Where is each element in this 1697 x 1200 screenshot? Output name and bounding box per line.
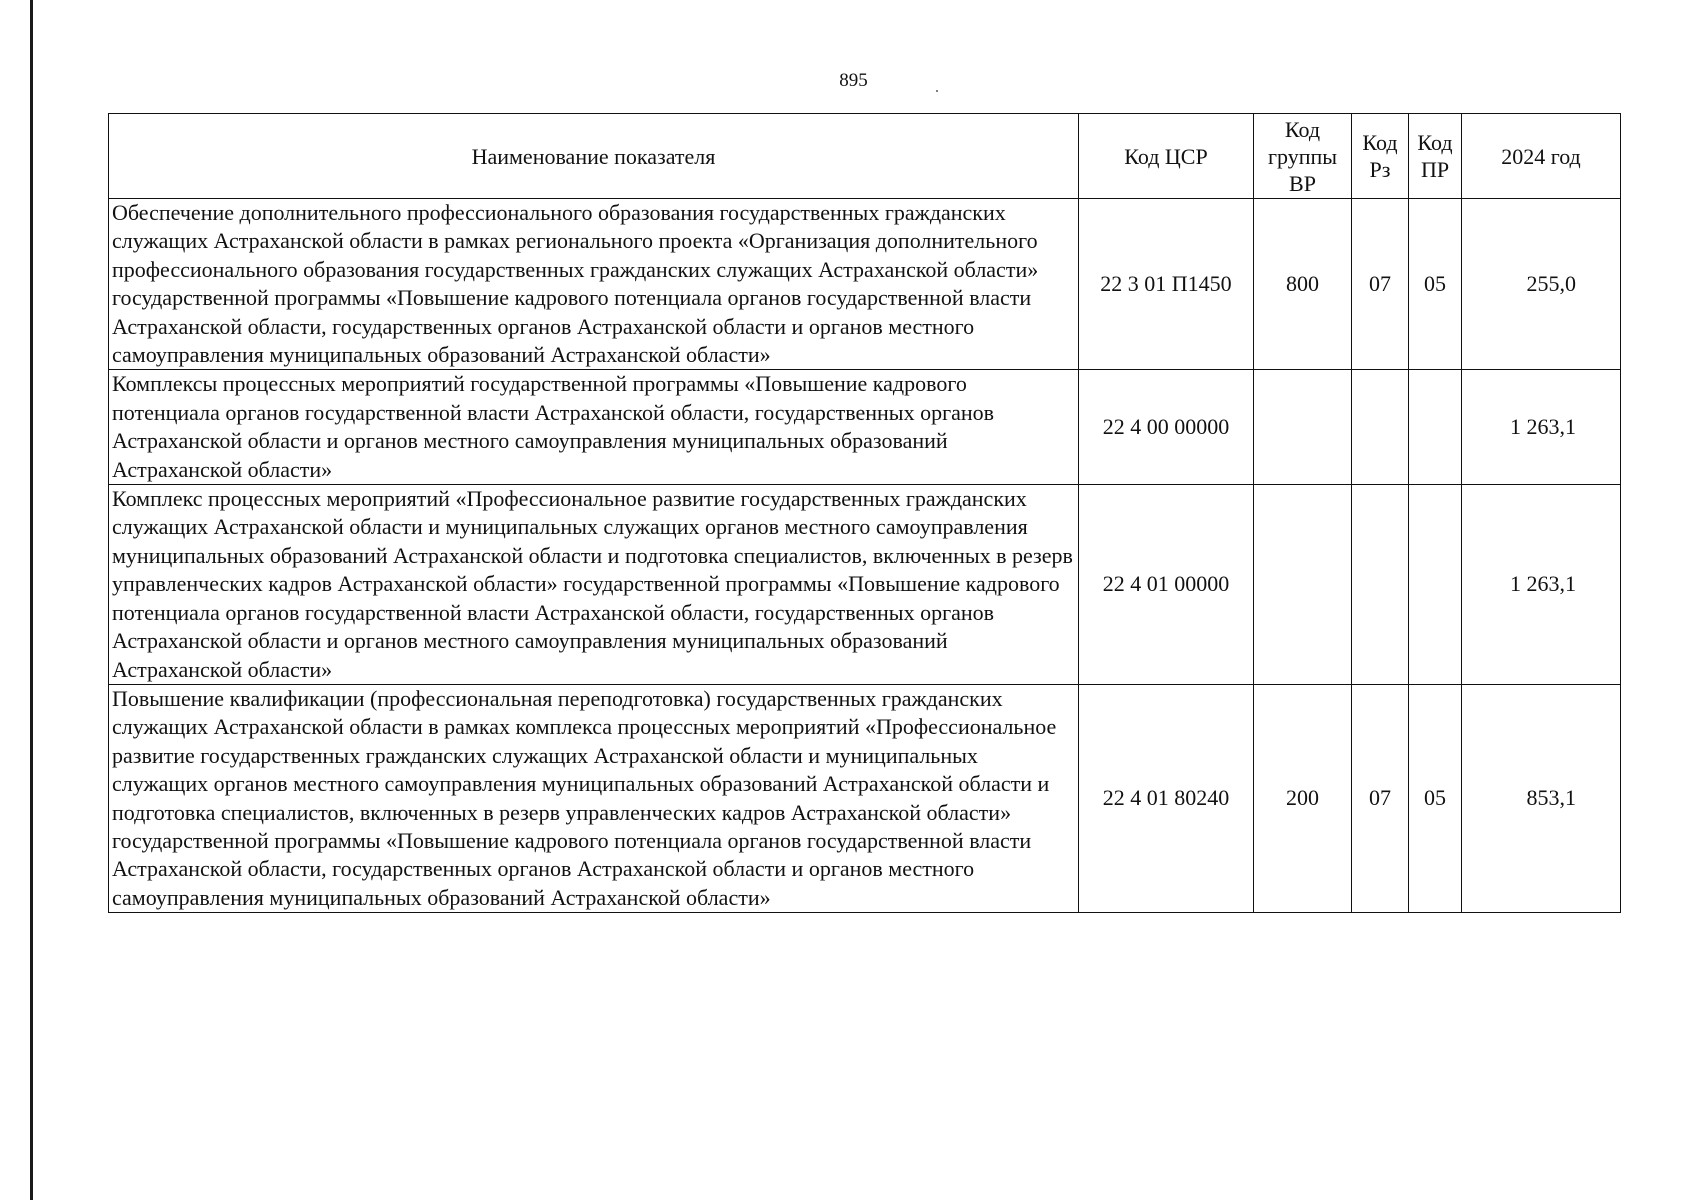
csr-code: 22 4 01 00000	[1079, 485, 1254, 685]
vr-code: 800	[1254, 199, 1352, 370]
pr-code: 05	[1409, 684, 1462, 912]
header-row	[109, 114, 1621, 199]
pr-code	[1409, 370, 1462, 485]
amount-2024: 255,0	[1462, 199, 1621, 370]
rz-code	[1352, 485, 1409, 685]
csr-code: 22 4 01 80240	[1079, 684, 1254, 912]
indicator-name: Комплексы процессных мероприятий государственной программы «Повышение кадрового потенциала органов государственной власти Астраханской области, государственных органов Астраханской области и органов местного самоуправления муниципальных образований Астраханской области»	[109, 370, 1079, 485]
rz-code	[1352, 370, 1409, 485]
amount-2024: 1 263,1	[1462, 370, 1621, 485]
header-year-2024: 2024 год	[1462, 114, 1621, 199]
vr-code	[1254, 370, 1352, 485]
amount-2024: 853,1	[1462, 684, 1621, 912]
header-pr-code: Код ПР	[1409, 114, 1462, 199]
header-vr-code: Код группы ВР	[1254, 114, 1352, 199]
page-binding-edge	[30, 0, 33, 1200]
rz-code: 07	[1352, 684, 1409, 912]
header-csr-code: Код ЦСР	[1079, 114, 1254, 199]
table-row	[109, 199, 1621, 370]
scan-speck	[936, 90, 938, 92]
table-header	[109, 114, 1621, 199]
indicator-name: Обеспечение дополнительного профессионального образования государственных гражданских служащих Астраханской области в рамках регионального проекта «Организация дополнительного профессионального образования государственных гражданских служащих Астраханской области» государственной программы «Повышение кадрового потенциала органов государственной власти Астраханской области, государственных органов Астраханской области и органов местного самоуправления муниципальных образований Астраханской области»	[109, 199, 1079, 370]
vr-code	[1254, 485, 1352, 685]
pr-code	[1409, 485, 1462, 685]
indicator-name: Повышение квалификации (профессиональная переподготовка) государственных гражданских служащих Астраханской области в рамках комплекса процессных мероприятий «Профессиональное развитие государственных гражданских служащих Астраханской области и муниципальных служащих органов местного самоуправления муниципальных образований Астраханской области и подготовка специалистов, включенных в резерв управленческих кадров Астраханской области» государственной программы «Повышение кадрового потенциала органов государственной власти Астраханской области, государственных органов Астраханской области и органов местного самоуправления муниципальных образований Астраханской области»	[109, 684, 1079, 912]
csr-code: 22 3 01 П1450	[1079, 199, 1254, 370]
table-row	[109, 370, 1621, 485]
rz-code: 07	[1352, 199, 1409, 370]
page-number: 895	[839, 70, 868, 91]
table-body	[109, 199, 1621, 913]
header-rz-code: Код Рз	[1352, 114, 1409, 199]
budget-table	[108, 113, 1621, 913]
csr-code: 22 4 00 00000	[1079, 370, 1254, 485]
pr-code: 05	[1409, 199, 1462, 370]
vr-code: 200	[1254, 684, 1352, 912]
indicator-name: Комплекс процессных мероприятий «Профессиональное развитие государственных гражданских служащих Астраханской области и муниципальных служащих органов местного самоуправления муниципальных образований Астраханской области и подготовка специалистов, включенных в резерв управленческих кадров Астраханской области» государственной программы «Повышение кадрового потенциала органов государственной власти Астраханской области, государственных органов Астраханской области и органов местного самоуправления муниципальных образований Астраханской области»	[109, 485, 1079, 685]
table-row	[109, 485, 1621, 685]
table-row	[109, 684, 1621, 912]
amount-2024: 1 263,1	[1462, 485, 1621, 685]
header-indicator-name: Наименование показателя	[109, 114, 1079, 199]
